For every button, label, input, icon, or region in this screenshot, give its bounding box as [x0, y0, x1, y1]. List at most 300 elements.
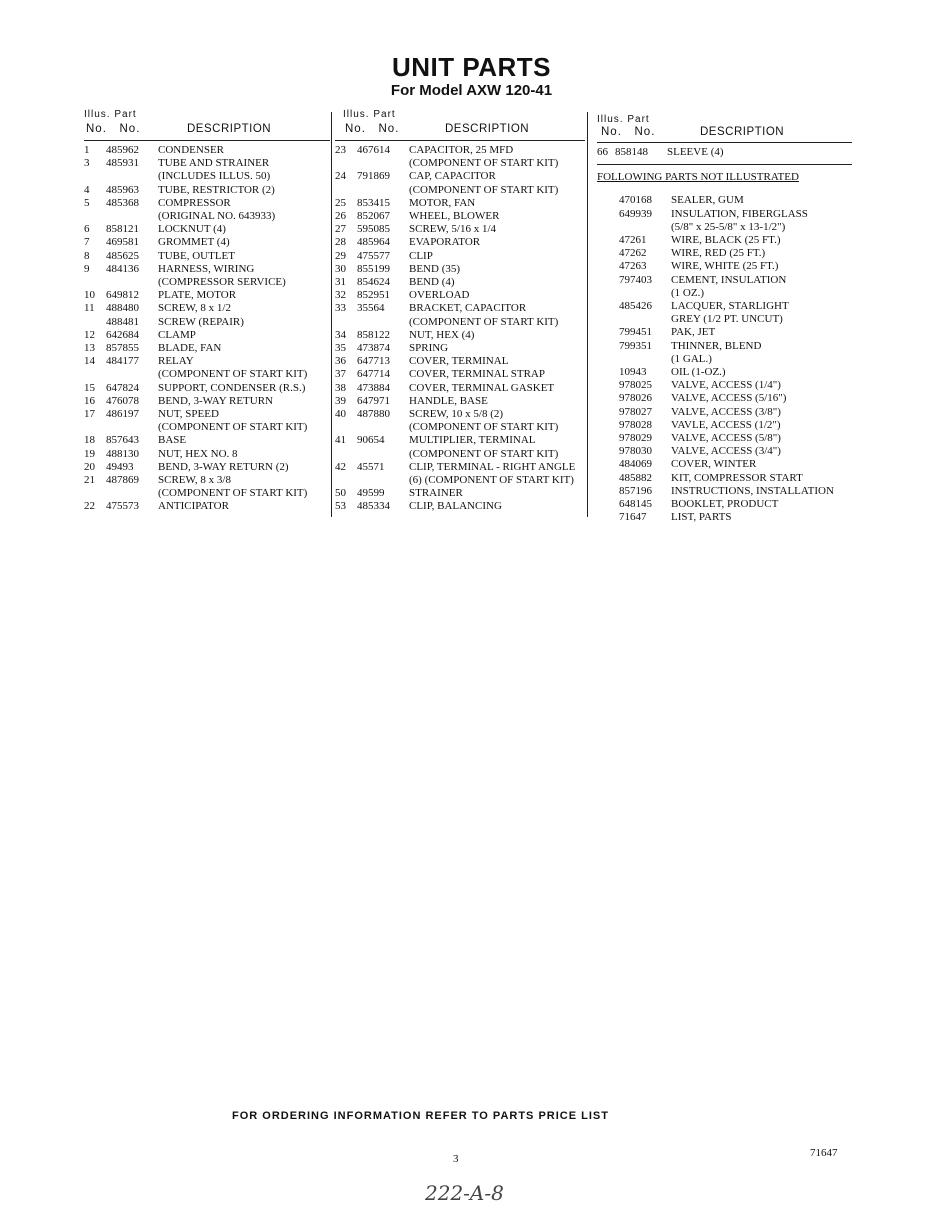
- part-row: [84, 342, 330, 355]
- illus-number: 39: [335, 394, 346, 407]
- part-row: [84, 157, 330, 170]
- part-description: GREY (1/2 PT. UNCUT): [671, 313, 783, 326]
- part-row: [335, 421, 585, 434]
- part-row: [597, 260, 852, 273]
- part-row: [335, 342, 585, 355]
- part-row: [597, 458, 852, 471]
- part-number: 485962: [106, 144, 139, 156]
- ordering-note: FOR ORDERING INFORMATION REFER TO PARTS PRICE LIST: [232, 1110, 609, 1122]
- part-row: [84, 368, 330, 381]
- illus-part-label: Illus. Part: [597, 114, 650, 125]
- part-number: 853415: [357, 196, 390, 209]
- part-number: [106, 170, 158, 183]
- illus-number: [84, 421, 106, 434]
- part-number: 595085: [357, 223, 390, 236]
- part-description: NUT, HEX NO. 8: [158, 447, 238, 460]
- part-number: 978025: [619, 379, 652, 392]
- part-row: [335, 250, 585, 263]
- part-number: [106, 487, 158, 500]
- part-description: VAVLE, ACCESS (1/2"): [671, 418, 781, 431]
- part-row: [597, 221, 852, 234]
- part-row: [335, 223, 585, 236]
- illus-number: 24: [335, 170, 346, 183]
- part-description: OVERLOAD: [409, 289, 470, 302]
- part-row: [84, 408, 330, 421]
- part-number: [106, 276, 158, 289]
- part-description: (COMPONENT OF START KIT): [158, 421, 308, 434]
- header-rule: [597, 142, 852, 143]
- part-number: 978027: [619, 405, 652, 418]
- illus-number: 19: [84, 447, 95, 460]
- part-row: [335, 170, 585, 183]
- part-description: (1 GAL.): [671, 352, 712, 365]
- illus-number: [597, 287, 619, 300]
- part-number: [357, 421, 409, 434]
- illus-number: 38: [335, 381, 346, 394]
- part-description: COVER, WINTER: [671, 458, 757, 471]
- illus-number: 16: [84, 394, 95, 407]
- part-description: (COMPRESSOR SERVICE): [158, 276, 286, 289]
- illus-number: 41: [335, 434, 346, 447]
- part-description: VALVE, ACCESS (1/4"): [671, 379, 781, 392]
- part-number: 791869: [357, 170, 390, 183]
- illus-number: 53: [335, 500, 346, 513]
- not-illustrated-heading: FOLLOWING PARTS NOT ILLUSTRATED: [597, 164, 852, 184]
- part-row: [84, 170, 330, 183]
- no-label: No. No.: [86, 123, 141, 135]
- illus-number: [597, 498, 619, 511]
- part-description: TUBE AND STRAINER: [158, 157, 270, 170]
- part-description: NUT, HEX (4): [409, 328, 475, 341]
- illus-number: [597, 326, 619, 339]
- part-number: [106, 210, 158, 223]
- part-number: 855199: [357, 262, 390, 275]
- illus-number: [597, 511, 619, 524]
- part-number: 978028: [619, 418, 652, 431]
- part-description: BLADE, FAN: [158, 342, 222, 355]
- part-number: 47262: [619, 247, 647, 260]
- column-header: [335, 108, 585, 140]
- part-row: [84, 395, 330, 408]
- illus-number: 33: [335, 302, 346, 315]
- part-number: 978030: [619, 445, 652, 458]
- part-number: [357, 448, 409, 461]
- part-number: 71647: [619, 511, 647, 524]
- part-description: BEND, 3-WAY RETURN (2): [158, 460, 289, 473]
- part-number: 470168: [619, 194, 652, 207]
- part-row: [84, 448, 330, 461]
- part-description: PLATE, MOTOR: [158, 289, 237, 302]
- part-row: [597, 300, 852, 313]
- illus-number: 17: [84, 408, 95, 421]
- part-number: 857855: [106, 342, 139, 355]
- part-row: [335, 210, 585, 223]
- illus-number: [597, 194, 619, 207]
- part-row: [84, 144, 330, 157]
- illus-number: [597, 353, 619, 366]
- part-number: 797403: [619, 273, 652, 286]
- illus-number: 3: [84, 157, 90, 170]
- part-row: [597, 485, 852, 498]
- part-row: [84, 474, 330, 487]
- part-description: OIL (1-OZ.): [671, 366, 726, 379]
- part-row: [597, 287, 852, 300]
- part-row: [597, 247, 852, 260]
- part-row: [84, 461, 330, 474]
- part-number: 488480: [106, 302, 139, 315]
- part-number: 484177: [106, 355, 139, 368]
- part-description: CONDENSER: [158, 144, 225, 156]
- part-number: [357, 316, 409, 329]
- part-number: 852951: [357, 289, 390, 302]
- part-description: VALVE, ACCESS (3/8"): [671, 405, 781, 418]
- column-divider-right: [587, 112, 588, 517]
- part-number: 852067: [357, 210, 390, 223]
- illus-number: [597, 419, 619, 432]
- description-label: DESCRIPTION: [187, 123, 272, 135]
- part-row: [597, 419, 852, 432]
- part-row: [597, 274, 852, 287]
- illus-number: [597, 406, 619, 419]
- part-description: (COMPONENT OF START KIT): [409, 421, 559, 434]
- handwritten-note: 222-A-8: [425, 1181, 504, 1205]
- part-number: [619, 353, 671, 366]
- part-row: [335, 448, 585, 461]
- illus-number: [597, 260, 619, 273]
- part-number: 484136: [106, 262, 139, 275]
- illus-number: [597, 208, 619, 221]
- illus-number: [335, 448, 357, 461]
- part-description: (COMPONENT OF START KIT): [409, 447, 559, 460]
- part-description: SCREW, 8 x 3/8: [158, 474, 231, 487]
- part-row: [335, 302, 585, 315]
- part-row: [335, 316, 585, 329]
- part-row: [597, 340, 852, 353]
- illus-number: 37: [335, 368, 346, 381]
- parts-list: [84, 144, 330, 514]
- illus-number: [84, 170, 106, 183]
- part-description: SCREW, 8 x 1/2: [158, 302, 231, 315]
- part-number: 649939: [619, 207, 652, 220]
- illus-number: 11: [84, 302, 95, 315]
- part-number: 485368: [106, 196, 139, 209]
- illus-number: 30: [335, 262, 346, 275]
- part-row: [597, 146, 852, 159]
- illus-number: [335, 421, 357, 434]
- illus-number: 21: [84, 474, 95, 487]
- part-number: 857643: [106, 434, 139, 447]
- part-number: 488130: [106, 447, 139, 460]
- illus-number: [597, 472, 619, 485]
- part-description: (1 OZ.): [671, 286, 704, 299]
- part-number: 473884: [357, 381, 390, 394]
- part-description: LACQUER, STARLIGHT: [671, 300, 789, 313]
- part-row: [335, 289, 585, 302]
- illus-number: 27: [335, 223, 346, 236]
- illus-number: [84, 210, 106, 223]
- illus-number: 25: [335, 196, 346, 209]
- part-description: NUT, SPEED: [158, 408, 219, 421]
- illus-number: 12: [84, 328, 95, 341]
- part-row: [335, 500, 585, 513]
- part-description: (COMPONENT OF START KIT): [158, 368, 308, 381]
- part-description: WIRE, BLACK (25 FT.): [671, 234, 781, 247]
- part-number: 35564: [357, 302, 385, 315]
- part-description: LIST, PARTS: [671, 511, 732, 524]
- illus-number: 36: [335, 355, 346, 368]
- part-row: [84, 487, 330, 500]
- part-description: LOCKNUT (4): [158, 223, 226, 236]
- part-description: BEND (4): [409, 276, 455, 289]
- illus-number: [84, 316, 106, 329]
- part-row: [597, 472, 852, 485]
- part-row: [597, 498, 852, 511]
- part-row: [84, 276, 330, 289]
- part-number: 485334: [357, 500, 390, 513]
- part-number: [619, 313, 671, 326]
- illus-number: [597, 247, 619, 260]
- illus-number: 4: [84, 183, 90, 196]
- part-row: [84, 355, 330, 368]
- part-row: [84, 184, 330, 197]
- part-description: (COMPONENT OF START KIT): [409, 315, 559, 328]
- part-description: ANTICIPATOR: [158, 500, 229, 513]
- part-row: [84, 210, 330, 223]
- part-description: BASE: [158, 434, 187, 447]
- part-number: 858122: [357, 328, 390, 341]
- part-description: TUBE, RESTRICTOR (2): [158, 183, 275, 196]
- part-description: CAPACITOR, 25 MFD: [409, 144, 514, 156]
- parts-list: [597, 146, 852, 159]
- part-row: [597, 208, 852, 221]
- part-description: CEMENT, INSULATION: [671, 273, 787, 286]
- part-row: [84, 263, 330, 276]
- illus-number: 35: [335, 342, 346, 355]
- part-description: VALVE, ACCESS (3/4"): [671, 445, 781, 458]
- part-description: BEND (35): [409, 262, 461, 275]
- part-description: CLIP, TERMINAL - RIGHT ANGLE: [409, 460, 576, 473]
- part-number: 10943: [619, 366, 647, 379]
- part-number: 485964: [357, 236, 390, 249]
- part-description: SLEEVE (4): [667, 146, 724, 158]
- illus-part-label: Illus. Part: [84, 109, 137, 120]
- part-number: 642684: [106, 328, 139, 341]
- part-number: [357, 157, 409, 170]
- part-description: SUPPORT, CONDENSER (R.S.): [158, 381, 306, 394]
- part-description: (COMPONENT OF START KIT): [409, 183, 559, 196]
- part-description: SEALER, GUM: [671, 194, 744, 207]
- part-description: WIRE, RED (25 FT.): [671, 247, 766, 260]
- illus-number: 31: [335, 276, 346, 289]
- part-description: MULTIPLIER, TERMINAL: [409, 434, 536, 447]
- part-number: 467614: [357, 144, 390, 156]
- part-row: [84, 197, 330, 210]
- part-number: 799351: [619, 339, 652, 352]
- part-row: [84, 382, 330, 395]
- part-number: 978026: [619, 392, 652, 405]
- illus-number: [597, 458, 619, 471]
- illus-number: 6: [84, 223, 90, 236]
- part-description: THINNER, BLEND: [671, 339, 762, 352]
- column-header: [84, 108, 330, 140]
- page-subtitle: For Model AXW 120-41: [390, 82, 553, 99]
- illus-number: 28: [335, 236, 346, 249]
- part-row: [597, 353, 852, 366]
- part-row: [335, 276, 585, 289]
- part-row: [335, 329, 585, 342]
- part-number: 648145: [619, 498, 652, 511]
- part-number: 45571: [357, 460, 385, 473]
- part-row: [597, 511, 852, 524]
- part-number: 858148: [615, 146, 648, 158]
- illus-number: [84, 368, 106, 381]
- part-description: SCREW, 5/16 x 1/4: [409, 223, 496, 236]
- part-row: [335, 434, 585, 447]
- part-number: 476078: [106, 394, 139, 407]
- part-row: [597, 379, 852, 392]
- part-description: SPRING: [409, 342, 449, 355]
- illus-part-label: Illus. Part: [343, 109, 396, 120]
- illus-number: 50: [335, 487, 346, 500]
- part-description: WIRE, WHITE (25 FT.): [671, 260, 779, 273]
- part-row: [84, 329, 330, 342]
- illus-number: [597, 392, 619, 405]
- no-label: No. No.: [345, 123, 400, 135]
- part-row: [597, 326, 852, 339]
- part-description: GROMMET (4): [158, 236, 230, 249]
- part-number: 49599: [357, 487, 385, 500]
- part-description: HANDLE, BASE: [409, 394, 488, 407]
- illus-number: [597, 366, 619, 379]
- part-number: 978029: [619, 432, 652, 445]
- illus-number: 13: [84, 342, 95, 355]
- part-description: (INCLUDES ILLUS. 50): [158, 170, 271, 183]
- illus-number: [84, 487, 106, 500]
- part-number: 647714: [357, 368, 390, 381]
- illus-number: [597, 485, 619, 498]
- parts-column-2: [335, 108, 585, 514]
- part-number: [106, 421, 158, 434]
- part-number: 487869: [106, 474, 139, 487]
- part-row: [84, 223, 330, 236]
- part-number: 475573: [106, 500, 139, 513]
- part-number: 47263: [619, 260, 647, 273]
- illus-number: 5: [84, 196, 90, 209]
- part-number: 647713: [357, 355, 390, 368]
- description-label: DESCRIPTION: [445, 123, 530, 135]
- part-description: COVER, TERMINAL GASKET: [409, 381, 555, 394]
- illus-number: [84, 276, 106, 289]
- part-description: EVAPORATOR: [409, 236, 481, 249]
- part-number: [106, 368, 158, 381]
- part-number: 49493: [106, 460, 134, 473]
- part-number: 469581: [106, 236, 139, 249]
- part-number: 473874: [357, 342, 390, 355]
- illus-number: 15: [84, 381, 95, 394]
- part-row: [335, 263, 585, 276]
- illus-number: 34: [335, 328, 346, 341]
- part-description: KIT, COMPRESSOR START: [671, 471, 803, 484]
- part-row: [335, 461, 585, 474]
- part-row: [335, 368, 585, 381]
- illus-number: [335, 316, 357, 329]
- part-description: CLIP, BALANCING: [409, 500, 502, 513]
- part-description: INSULATION, FIBERGLASS: [671, 207, 808, 220]
- part-row: [84, 302, 330, 315]
- part-description: WHEEL, BLOWER: [409, 210, 500, 223]
- part-number: [357, 474, 409, 487]
- illus-number: [597, 274, 619, 287]
- part-number: 47261: [619, 234, 647, 247]
- part-description: HARNESS, WIRING: [158, 262, 255, 275]
- illus-number: [597, 445, 619, 458]
- illus-number: [597, 432, 619, 445]
- illus-number: 40: [335, 408, 346, 421]
- part-description: (5/8" x 25-5/8" x 13-1/2"): [671, 220, 786, 233]
- part-number: 485963: [106, 183, 139, 196]
- part-description: VALVE, ACCESS (5/16"): [671, 392, 787, 405]
- part-number: 90654: [357, 434, 385, 447]
- part-description: CLIP: [409, 249, 433, 262]
- part-description: SCREW, 10 x 5/8 (2): [409, 408, 504, 421]
- illus-number: 66: [597, 146, 608, 158]
- part-description: (6) (COMPONENT OF START KIT): [409, 474, 574, 487]
- part-description: MOTOR, FAN: [409, 196, 476, 209]
- part-row: [84, 500, 330, 513]
- part-number: [357, 184, 409, 197]
- part-description: COVER, TERMINAL: [409, 355, 509, 368]
- part-row: [84, 421, 330, 434]
- illus-number: 1: [84, 144, 90, 156]
- part-number: 854624: [357, 276, 390, 289]
- part-description: BEND, 3-WAY RETURN: [158, 394, 273, 407]
- illus-number: 18: [84, 434, 95, 447]
- description-label: DESCRIPTION: [700, 126, 785, 138]
- part-row: [84, 236, 330, 249]
- part-description: (COMPONENT OF START KIT): [158, 487, 308, 500]
- page-title: UNIT PARTS: [391, 52, 552, 82]
- part-row: [597, 406, 852, 419]
- illus-number: 22: [84, 500, 95, 513]
- part-row: [597, 194, 852, 207]
- part-description: INSTRUCTIONS, INSTALLATION: [671, 484, 834, 497]
- illus-number: [335, 184, 357, 197]
- part-description: STRAINER: [409, 487, 463, 500]
- part-row: [84, 434, 330, 447]
- part-row: [335, 474, 585, 487]
- part-row: [597, 432, 852, 445]
- part-description: RELAY: [158, 355, 194, 368]
- part-number: 486197: [106, 408, 139, 421]
- part-number: [619, 221, 671, 234]
- part-description: CAP, CAPACITOR: [409, 170, 496, 183]
- parts-column-1: [84, 108, 330, 514]
- part-description: (COMPONENT OF START KIT): [409, 157, 559, 170]
- part-number: 649812: [106, 289, 139, 302]
- part-row: [335, 355, 585, 368]
- part-row: [335, 236, 585, 249]
- part-row: [335, 382, 585, 395]
- part-description: VALVE, ACCESS (5/8"): [671, 432, 781, 445]
- part-description: BOOKLET, PRODUCT: [671, 498, 779, 511]
- part-description: TUBE, OUTLET: [158, 249, 235, 262]
- parts-list: [335, 144, 585, 514]
- part-row: [84, 289, 330, 302]
- illus-number: [335, 157, 357, 170]
- part-description: COMPRESSOR: [158, 196, 231, 209]
- not-illustrated-list: [597, 194, 852, 524]
- part-number: 484069: [619, 458, 652, 471]
